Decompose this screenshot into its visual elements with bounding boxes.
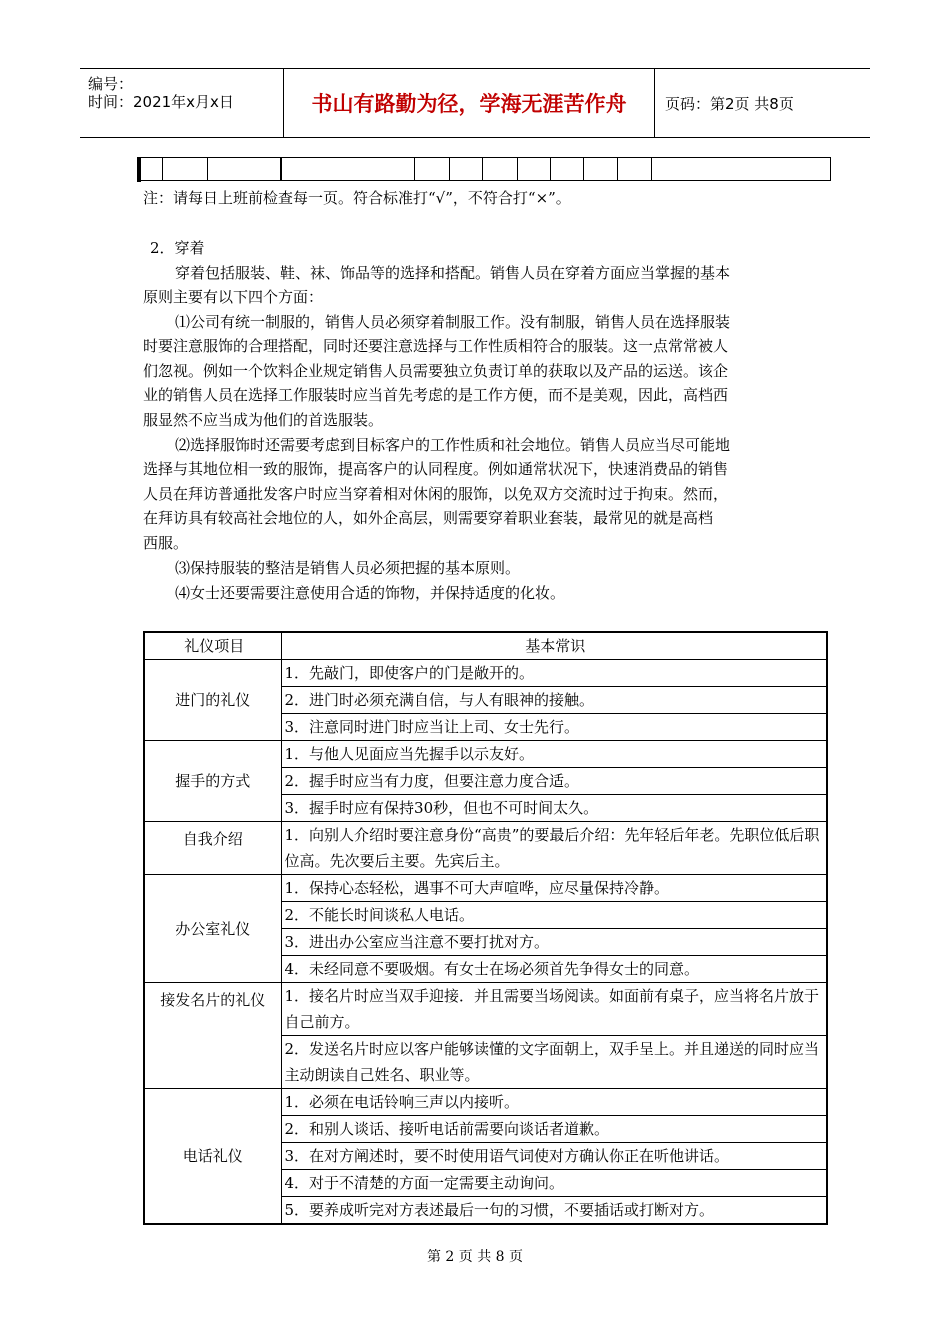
category-cell: 电话礼仪 (144, 1089, 281, 1225)
table-cell: 2．发送名片时应以客户能够读懂的文字面朝上，双手呈上。并且递送的同时应当主动朗读自己姓名、职业等。 (281, 1036, 827, 1089)
table-row (144, 1089, 827, 1116)
category-cell: 自我介绍 (144, 822, 281, 875)
checklist-note: 注：请每日上班前检查每一页。符合标准打“√”，不符合打“×”。 (143, 189, 571, 207)
paragraph-line: 选择与其地位相一致的服饰，提高客户的认同程度。例如通常状况下，快速消费品的销售 (143, 460, 729, 478)
table-cell: 2．不能长时间谈私人电话。 (281, 902, 827, 929)
table-row (144, 983, 827, 1036)
table-cell: 4．未经同意不要吸烟。有女士在场必须首先争得女士的同意。 (281, 956, 827, 983)
page-footer: 第 2 页 共 8 页 (426, 1249, 524, 1265)
header-motto: 书山有路勤为径，学海无涯苦作舟 (284, 69, 655, 137)
paragraph-line: 服显然不应当成为他们的首选服装。 (143, 411, 384, 429)
table-cell: 3．进出办公室应当注意不要打扰对方。 (281, 929, 827, 956)
paragraph-line: 们忽视。例如一个饮料企业规定销售人员需要独立负责订单的获取以及产品的运送。该企 (143, 362, 729, 380)
paragraph-line: 西服。 (143, 534, 189, 552)
paragraph-line: ⑵选择服饰时还需要考虑到目标客户的工作性质和社会地位。销售人员应当尽可能地 (175, 436, 731, 454)
paragraph-line: ⑷女士还要需要注意使用合适的饰物，并保持适度的化妆。 (175, 584, 566, 602)
paragraph-line: ⑴公司有统一制服的，销售人员必须穿着制服工作。没有制服，销售人员在选择服装 (175, 313, 731, 331)
table-cell: 4．对于不清楚的方面一定需要主动询问。 (281, 1170, 827, 1197)
header-page-number: 页码：第2页 共8页 (665, 94, 794, 113)
header-meta (80, 69, 284, 137)
paragraph-line: 在拜访具有较高社会地位的人，如外企高层，则需要穿着职业套装，最常见的就是高档 (143, 509, 714, 527)
table-cell: 3．在对方阐述时，要不时使用语气词使对方确认你正在听他讲话。 (281, 1143, 827, 1170)
table-cell: 1．保持心态轻松，遇事不可大声喧哗，应尽量保持冷静。 (281, 875, 827, 902)
table-cell: 3．注意同时进门时应当让上司、女士先行。 (281, 714, 827, 741)
table-cell: 1．与他人见面应当先握手以示友好。 (281, 741, 827, 768)
table-cell: 2．和别人谈话、接听电话前需要向谈话者道歉。 (281, 1116, 827, 1143)
category-cell: 握手的方式 (144, 741, 281, 822)
table-row (144, 660, 827, 687)
table-cell: 2．握手时应当有力度，但要注意力度合适。 (281, 768, 827, 795)
paragraph-line: 业的销售人员在选择工作服装时应当首先考虑的是工作方便，而不是美观，因此，高档西 (143, 386, 729, 404)
table-cell: 2．进门时必须充满自信，与人有眼神的接触。 (281, 687, 827, 714)
section-heading: 2．穿着 (150, 239, 205, 257)
category-cell: 办公室礼仪 (144, 875, 281, 983)
table-cell: 1．必须在电话铃响三声以内接听。 (281, 1089, 827, 1116)
table-cell: 5．要养成听完对方表述最后一句的习惯，不要插话或打断对方。 (281, 1197, 827, 1225)
column-header: 礼仪项目 (144, 632, 281, 660)
category-cell: 进门的礼仪 (144, 660, 281, 741)
paragraph-line: 穿着包括服装、鞋、袜、饰品等的选择和搭配。销售人员在穿着方面应当掌握的基本 (175, 264, 731, 282)
category-cell: 接发名片的礼仪 (144, 983, 281, 1089)
table-row (144, 741, 827, 768)
table-row (144, 875, 827, 902)
etiquette-table (143, 631, 828, 1225)
doc-date: 时间：2021年x月x日 (88, 93, 234, 111)
table-row (144, 822, 827, 875)
page-header (80, 68, 870, 138)
paragraph-line: 时要注意服饰的合理搭配，同时还要注意选择与工作性质相符合的服装。这一点常常被人 (143, 337, 729, 355)
doc-number: 编号： (88, 75, 134, 93)
paragraph-line: 原则主要有以下四个方面： (143, 288, 324, 306)
checklist-table-fragment (137, 157, 831, 181)
table-header-row (144, 632, 827, 660)
table-cell: 1．接名片时应当双手迎接．并且需要当场阅读。如面前有桌子，应当将名片放于自己前方。 (281, 983, 827, 1036)
paragraph-line: ⑶保持服装的整洁是销售人员必须把握的基本原则。 (175, 559, 521, 577)
table-cell: 1．先敲门，即使客户的门是敞开的。 (281, 660, 827, 687)
column-header: 基本常识 (281, 632, 827, 660)
paragraph-line: 人员在拜访普通批发客户时应当穿着相对休闲的服饰，以免双方交流时过于拘束。然而， (143, 485, 729, 503)
table-cell: 3．握手时应有保持30秒，但也不可时间太久。 (281, 795, 827, 822)
table-cell: 1．向别人介绍时要注意身份“高贵”的要最后介绍：先年轻后年老。先职位低后职位高。先次要后主要。先宾后主。 (281, 822, 827, 875)
